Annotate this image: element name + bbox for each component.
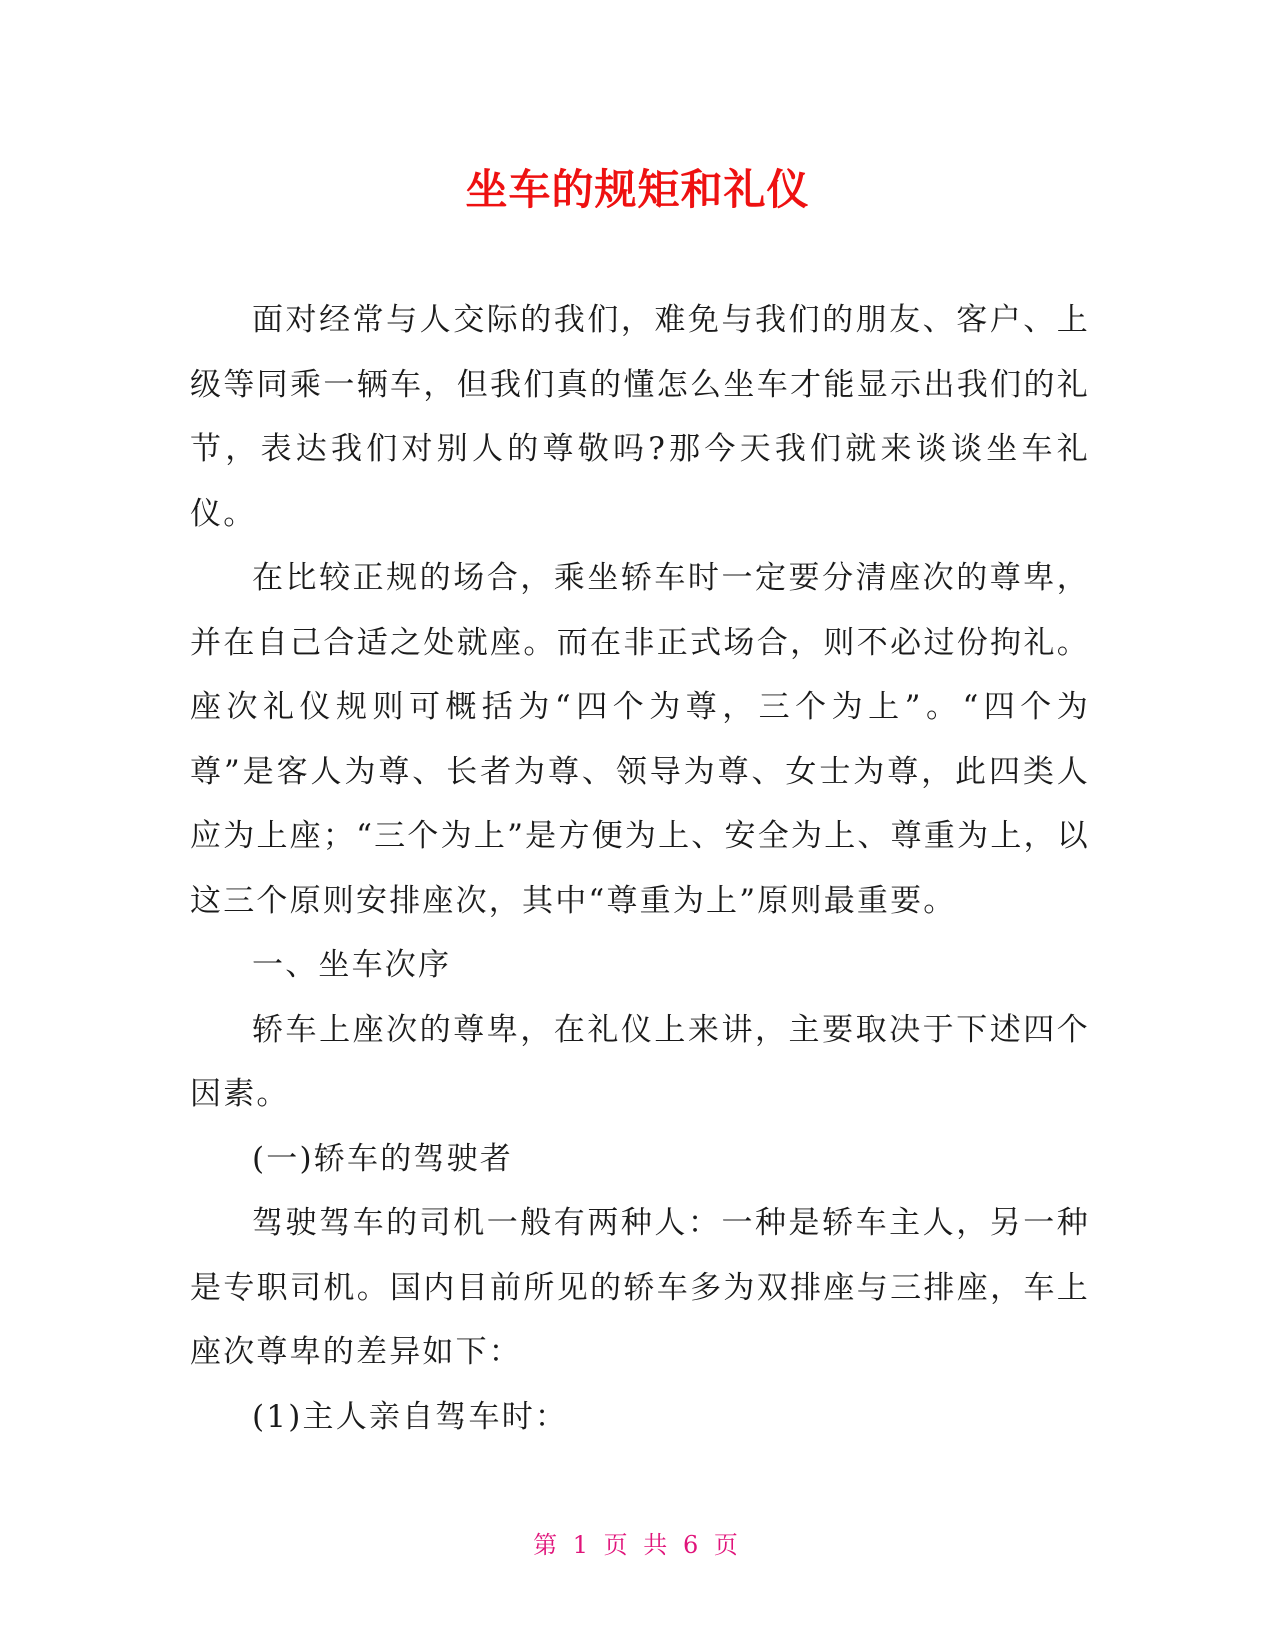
document-body [190,288,1090,1449]
page-footer [0,1530,1275,1560]
subheading-driver: (一)轿车的驾驶者 [252,1140,513,1177]
paragraph-factors: 轿车上座次的尊卑，在礼仪上来讲，主要取决于下述四个因素。 [190,1011,1090,1112]
section-heading-seating-order: 一、坐车次序 [252,947,452,983]
document-title: 坐车的规矩和礼仪 [465,165,810,214]
page-number-label: 第 1 页 共 6 页 [533,1531,742,1559]
paragraph-intro: 面对经常与人交际的我们，难免与我们的朋友、客户、上级等同乘一辆车，但我们真的懂怎么坐车才能显示出我们的礼节，表达我们对别人的尊敬吗?那今天我们就来谈谈坐车礼仪。 [190,302,1090,532]
paragraph-drivers: 驾驶驾车的司机一般有两种人：一种是轿车主人，另一种是专职司机。国内目前所见的轿车多为双排座与三排座，车上座次尊卑的差异如下： [190,1205,1090,1370]
item-owner-driving: (1)主人亲自驾车时： [252,1398,569,1435]
paragraph-rules: 在比较正规的场合，乘坐轿车时一定要分清座次的尊卑，并在自己合适之处就座。而在非正式场合，则不必过份拘礼。座次礼仪规则可概括为“四个为尊，三个为上”。“四个为尊”是客人为尊、长者为尊、领导为尊、女士为尊，此四类人应为上座；“三个为上”是方便为上、安全为上、尊重为上，以这三个原则安排座次，其中“尊重为上”原则最重要。 [190,560,1090,919]
